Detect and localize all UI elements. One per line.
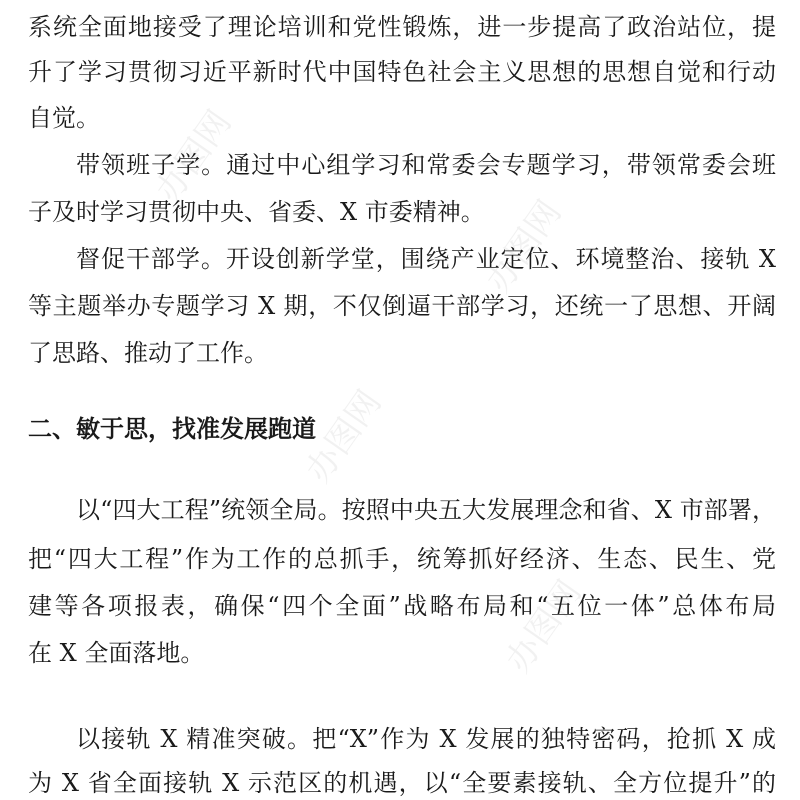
- paragraph-line: 升了学习贯彻习近平新时代中国特色社会主义思想的思想自觉和行动: [28, 58, 776, 86]
- watermark-logo: 办图网: [478, 193, 570, 300]
- paragraph-line: 系统全面地接受了理论培训和党性锻炼，进一步提高了政治站位，提: [28, 13, 776, 41]
- paragraph-line: 了思路、推动了工作。: [28, 339, 268, 367]
- watermark-logo: 办图网: [148, 103, 240, 210]
- paragraph-line: 督促干部学。开设创新学堂，围绕产业定位、环境整治、接轨 X: [76, 245, 776, 273]
- section-heading: 二、敏于思，找准发展跑道: [28, 415, 316, 443]
- paragraph-line: 以“四大工程”统领全局。按照中央五大发展理念和省、X 市部署，: [76, 496, 776, 524]
- paragraph-line: 以接轨 X 精准突破。把“X”作为 X 发展的独特密码，抢抓 X 成: [76, 725, 776, 753]
- paragraph-line: 等主题举办专题学习 X 期，不仅倒逼干部学习，还统一了思想、开阔: [28, 292, 776, 320]
- watermark-logo: 办图网: [298, 383, 390, 490]
- paragraph-line: 在 X 全面落地。: [28, 639, 205, 667]
- paragraph-line: 带领班子学。通过中心组学习和常委会专题学习，带领常委会班: [76, 151, 776, 179]
- paragraph-line: 为 X 省全面接轨 X 示范区的机遇，以“全要素接轨、全方位提升”的: [28, 769, 776, 797]
- paragraph-line: 自觉。: [28, 104, 100, 132]
- paragraph-line: 把“四大工程”作为工作的总抓手，统筹抓好经济、生态、民生、党: [28, 545, 776, 573]
- paragraph-line: 子及时学习贯彻中央、省委、X 市委精神。: [28, 198, 485, 226]
- paragraph-line: 建等各项报表，确保“四个全面”战略布局和“五位一体”总体布局: [28, 592, 776, 620]
- watermark-logo: 办图网: [498, 573, 590, 680]
